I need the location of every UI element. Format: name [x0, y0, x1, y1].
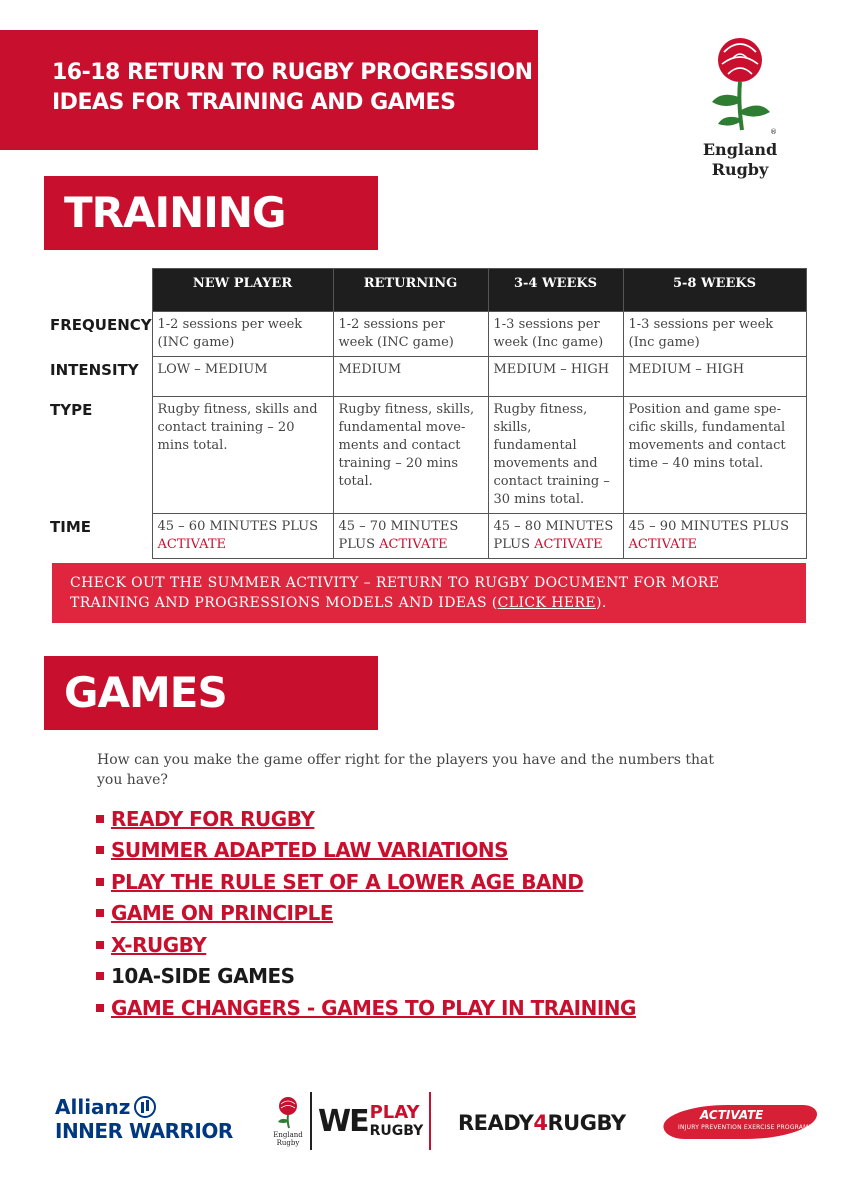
row-label-frequency: FREQUENCY: [50, 315, 152, 334]
table-cell: 1-3 sessions per week (Inc game): [623, 312, 806, 357]
activate-link[interactable]: ACTIVATE: [534, 537, 603, 552]
table-cell: [333, 514, 488, 559]
four-wordmark: 4: [533, 1111, 548, 1135]
bullet-square-icon: [96, 909, 104, 917]
callout-line-2: [70, 593, 788, 613]
bullet-square-icon: [96, 878, 104, 886]
england-rugby-logo: [690, 30, 800, 190]
inner-warrior-wordmark: INNER WARRIOR: [55, 1119, 233, 1143]
logo-divider: [310, 1092, 312, 1150]
allianz-eagle-icon: [134, 1096, 156, 1118]
table-cell: [488, 514, 623, 559]
we-play-rugby-logo: [272, 1092, 431, 1150]
table-cell: MEDIUM – HIGH: [488, 357, 623, 397]
table-cell: Position and game spe-cific skills, fundamental movements and contact time – 40 mins total.: [623, 397, 806, 514]
logo-divider-red: [429, 1092, 431, 1150]
table-row-frequency: [50, 312, 806, 357]
time-value: 45 – 70 MINUTES PLUS: [338, 519, 459, 552]
bullet-square-icon: [96, 941, 104, 949]
list-item: [96, 866, 636, 898]
logo-text-line-1: England: [702, 140, 778, 159]
game-on-principle-link[interactable]: GAME ON PRINCIPLE: [111, 901, 334, 926]
callout-text: TRAINING AND PROGRESSIONS MODELS AND IDEAS (: [70, 595, 498, 611]
games-link-list: [96, 803, 636, 1024]
activate-link[interactable]: ACTIVATE: [157, 537, 226, 552]
table-cell: MEDIUM – HIGH: [623, 357, 806, 397]
activate-subtitle: INJURY PREVENTION EXERCISE PROGRAMME: [678, 1124, 818, 1131]
x-rugby-link[interactable]: X-RUGBY: [111, 932, 207, 957]
ready4rugby-logo: [458, 1111, 626, 1135]
england-rugby-rose-icon: [700, 30, 780, 140]
table-row-intensity: [50, 357, 806, 397]
table-cell: 1-2 sessions per week (INC game): [152, 312, 333, 357]
rugby-wordmark: RUGBY: [369, 1123, 424, 1139]
rugby-wordmark-2: RUGBY: [547, 1111, 626, 1135]
table-cell: LOW – MEDIUM: [152, 357, 333, 397]
time-value: 45 – 60 MINUTES PLUS: [157, 519, 318, 534]
registered-mark: ®: [770, 128, 777, 136]
training-heading: TRAINING: [44, 176, 378, 250]
table-cell: Rugby fitness, skills, fundamental movements and contact training – 30 mins total.: [488, 397, 623, 514]
game-changers-link[interactable]: GAME CHANGERS - GAMES TO PLAY IN TRAINING: [111, 995, 636, 1020]
column-header: NEW PLAYER: [152, 269, 333, 312]
allianz-wordmark: Allianz: [55, 1095, 131, 1119]
summer-activity-callout: [52, 563, 806, 623]
row-label-intensity: INTENSITY: [50, 360, 139, 379]
activate-link[interactable]: ACTIVATE: [628, 537, 697, 552]
click-here-link[interactable]: CLICK HERE: [497, 595, 597, 611]
row-label-type: TYPE: [50, 400, 93, 419]
ready-wordmark: READY: [458, 1111, 534, 1135]
callout-line-1: CHECK OUT THE SUMMER ACTIVITY – RETURN TO RUGBY DOCUMENT FOR MORE: [70, 575, 720, 591]
time-value: 45 – 90 MINUTES PLUS: [628, 519, 789, 534]
play-wordmark: PLAY: [369, 1102, 420, 1123]
bullet-square-icon: [96, 1004, 104, 1012]
ten-a-side-games-text: 10A-SIDE GAMES: [111, 964, 295, 989]
bullet-square-icon: [96, 972, 104, 980]
activate-logo: [664, 1103, 816, 1143]
table-cell: Rugby fitness, skills and contact training – 20 mins total.: [152, 397, 333, 514]
list-item: [96, 961, 636, 993]
table-header-row: [50, 269, 806, 312]
list-item: [96, 992, 636, 1024]
list-item: [96, 835, 636, 867]
games-heading: GAMES: [44, 656, 378, 730]
row-label-time: TIME: [50, 517, 91, 536]
mini-rose-icon: [275, 1095, 301, 1129]
table-cell: MEDIUM: [333, 357, 488, 397]
table-cell: 1-3 sessions per week (Inc game): [488, 312, 623, 357]
bullet-square-icon: [96, 846, 104, 854]
table-row-time: [50, 514, 806, 559]
ready-for-rugby-link[interactable]: READY FOR RUGBY: [111, 806, 315, 831]
title-banner: [0, 30, 538, 150]
list-item: [96, 929, 636, 961]
table-row-type: [50, 397, 806, 514]
mini-logo-text-1: England: [273, 1131, 303, 1139]
we-wordmark: WE: [318, 1103, 368, 1139]
list-item: [96, 898, 636, 930]
column-header: RETURNING: [333, 269, 488, 312]
allianz-inner-warrior-logo: [55, 1095, 233, 1143]
list-item: [96, 803, 636, 835]
column-header: 5-8 WEEKS: [623, 269, 806, 312]
table-cell: 1-2 sessions per week (INC game): [333, 312, 488, 357]
training-table: [50, 268, 807, 559]
table-cell: [623, 514, 806, 559]
activate-wordmark: ACTIVATE: [700, 1108, 764, 1122]
table-cell: [152, 514, 333, 559]
time-value: 45 – 80 MINUTES PLUS: [493, 519, 614, 552]
mini-logo-text-2: Rugby: [276, 1139, 300, 1147]
page-title-line-2: IDEAS FOR TRAINING AND GAMES: [52, 90, 456, 115]
table-cell: Rugby fitness, skills, fundamental move-ments and contact training – 20 mins total.: [333, 397, 488, 514]
games-question: How can you make the game offer right for the players you have and the numbers that you have?: [97, 752, 714, 788]
summer-law-variations-link[interactable]: SUMMER ADAPTED LAW VARIATIONS: [111, 838, 509, 863]
lower-age-band-link[interactable]: PLAY THE RULE SET OF A LOWER AGE BAND: [111, 869, 584, 894]
callout-text-end: ).: [596, 595, 607, 611]
logo-text-line-2: Rugby: [711, 160, 769, 179]
mini-england-logo: [272, 1095, 304, 1147]
page-title-line-1: 16-18 RETURN TO RUGBY PROGRESSION: [52, 60, 533, 85]
activate-link[interactable]: ACTIVATE: [379, 537, 448, 552]
column-header: 3-4 WEEKS: [488, 269, 623, 312]
table-corner: [50, 269, 152, 312]
bullet-square-icon: [96, 815, 104, 823]
